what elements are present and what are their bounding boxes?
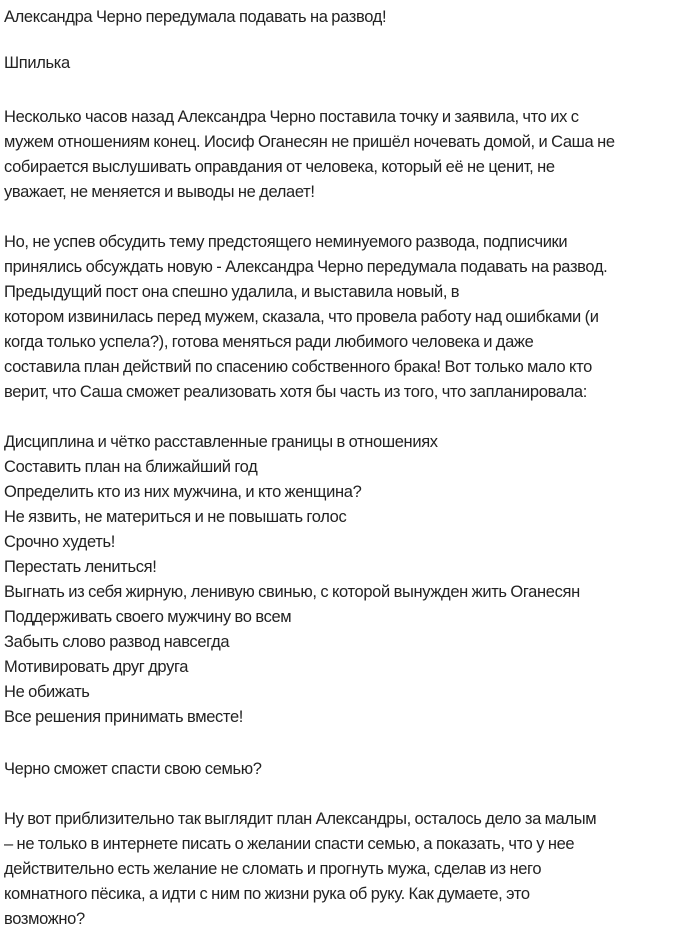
paragraph-line: собирается выслушивать оправдания от человека, который её не ценит, не [4, 158, 555, 176]
paragraph-line: уважает, не меняется и выводы не делает! [4, 183, 315, 201]
plan-item: Дисциплина и чётко расставленные границы в отношениях [4, 433, 438, 451]
paragraph-line: составила план действий по спасению собственного брака! Вот только мало кто [4, 358, 592, 376]
paragraph-line: верит, что Саша сможет реализовать хотя бы часть из того, что запланировала: [4, 383, 587, 401]
paragraph-line: возможно? [4, 910, 85, 928]
plan-item: Мотивировать друг друга [4, 658, 189, 676]
paragraph-line: Предыдущий пост она спешно удалила, и выставила новый, в [4, 283, 460, 301]
paragraph-line: принялись обсуждать новую - Александра Черно передумала подавать на развод. [4, 258, 608, 276]
paragraph-line: Ну вот приблизительно так выглядит план Александры, осталось дело за малым [4, 810, 597, 828]
paragraph-line: Несколько часов назад Александра Черно поставила точку и заявила, что их с [4, 108, 579, 126]
plan-item: Срочно худеть! [4, 533, 115, 551]
plan-item: Все решения принимать вместе! [4, 708, 244, 726]
paragraph-line: котором извинилась перед мужем, сказала, что провела работу над ошибками (и [4, 308, 599, 326]
paragraph-line: комнатного пёсика, а идти с ним по жизни рука об руку. Как думаете, это [4, 885, 530, 903]
plan-item: Забыть слово развод навсегда [4, 633, 230, 651]
section-question: Черно сможет спасти свою семью? [4, 760, 262, 778]
plan-item: Не язвить, не материться и не повышать голос [4, 508, 347, 526]
paragraph-line: мужем отношениям конец. Иосиф Оганесян не пришёл ночевать домой, и Саша не [4, 133, 615, 151]
paragraph-line: – не только в интернете писать о желании спасти семью, а показать, что у нее [4, 835, 575, 853]
plan-item: Определить кто из них мужчина, и кто женщина? [4, 483, 362, 501]
plan-item: Не обижать [4, 683, 90, 701]
plan-item: Перестать лениться! [4, 558, 157, 576]
plan-item: Поддерживать своего мужчину во всем [4, 608, 292, 626]
paragraph-line: действительно есть желание не сломать и прогнуть мужа, сделав из него [4, 860, 542, 878]
paragraph-line: когда только успела?), готова меняться ради любимого человека и даже [4, 333, 534, 351]
article-source: Шпилька [4, 54, 70, 72]
article-title: Александра Черно передумала подавать на развод! [4, 8, 387, 26]
plan-item: Выгнать из себя жирную, ленивую свинью, с которой вынужден жить Оганесян [4, 583, 580, 601]
paragraph-line: Но, не успев обсудить тему предстоящего неминуемого развода, подписчики [4, 233, 568, 251]
plan-item: Составить план на ближайший год [4, 458, 258, 476]
